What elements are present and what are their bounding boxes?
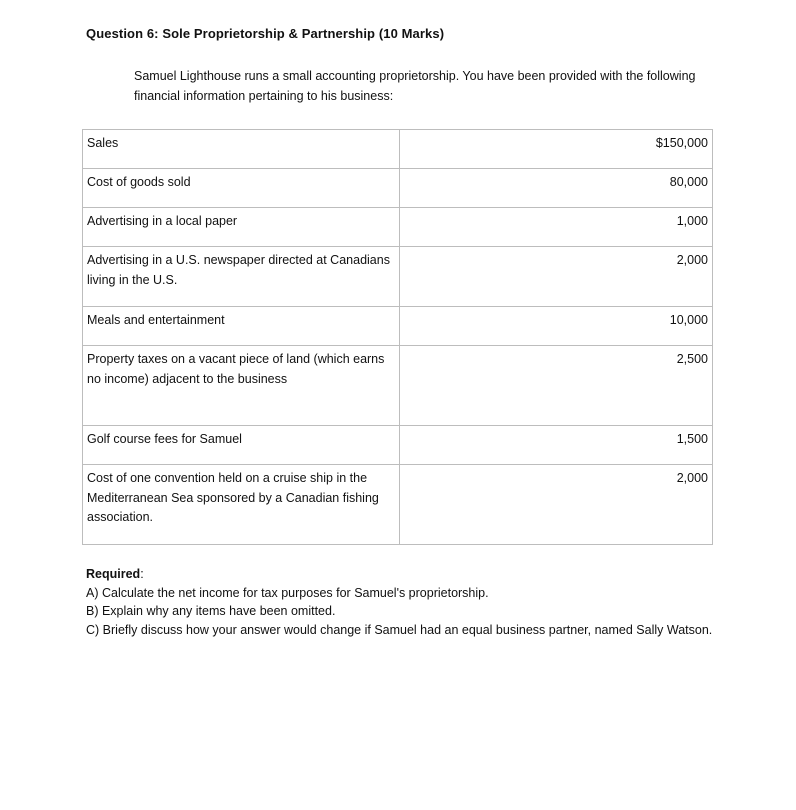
row-amount: 2,000	[400, 465, 713, 545]
row-amount: 1,000	[400, 208, 713, 247]
row-label: Golf course fees for Samuel	[83, 426, 400, 465]
row-amount: 1,500	[400, 426, 713, 465]
row-label: Advertising in a U.S. newspaper directed at Canadians living in the U.S.	[83, 247, 400, 307]
row-label: Cost of one convention held on a cruise ship in the Mediterranean Sea sponsored by a Canadian fishing association.	[83, 465, 400, 545]
row-amount: 2,000	[400, 247, 713, 307]
row-amount: 10,000	[400, 307, 713, 346]
required-item-a: A) Calculate the net income for tax purposes for Samuel's proprietorship.	[86, 585, 489, 600]
row-amount: 80,000	[400, 169, 713, 208]
table-row	[83, 465, 713, 545]
table-row	[83, 307, 713, 346]
table-row	[83, 208, 713, 247]
row-label: Meals and entertainment	[83, 307, 400, 346]
required-heading-line: Required:	[86, 567, 144, 581]
question-title: Question 6: Sole Proprietorship & Partnership (10 Marks)	[86, 26, 445, 41]
required-heading: Required	[86, 567, 141, 581]
row-label: Sales	[83, 130, 400, 169]
table-row	[83, 346, 713, 426]
table-row	[83, 169, 713, 208]
question-intro: Samuel Lighthouse runs a small accounting proprietorship. You have been provided with the following financial information pertaining to his business:	[134, 69, 696, 103]
row-amount: $150,000	[400, 130, 713, 169]
financial-table	[82, 129, 713, 545]
required-item-c: C) Briefly discuss how your answer would change if Samuel had an equal business partner, named Sally Watson.	[86, 622, 713, 637]
row-label: Cost of goods sold	[83, 169, 400, 208]
row-label: Property taxes on a vacant piece of land (which earns no income) adjacent to the business	[83, 346, 400, 426]
table-row	[83, 426, 713, 465]
required-item-b: B) Explain why any items have been omitted.	[86, 604, 336, 618]
row-label: Advertising in a local paper	[83, 208, 400, 247]
required-section	[86, 565, 746, 639]
table-row	[83, 130, 713, 169]
row-amount: 2,500	[400, 346, 713, 426]
table-row	[83, 247, 713, 307]
